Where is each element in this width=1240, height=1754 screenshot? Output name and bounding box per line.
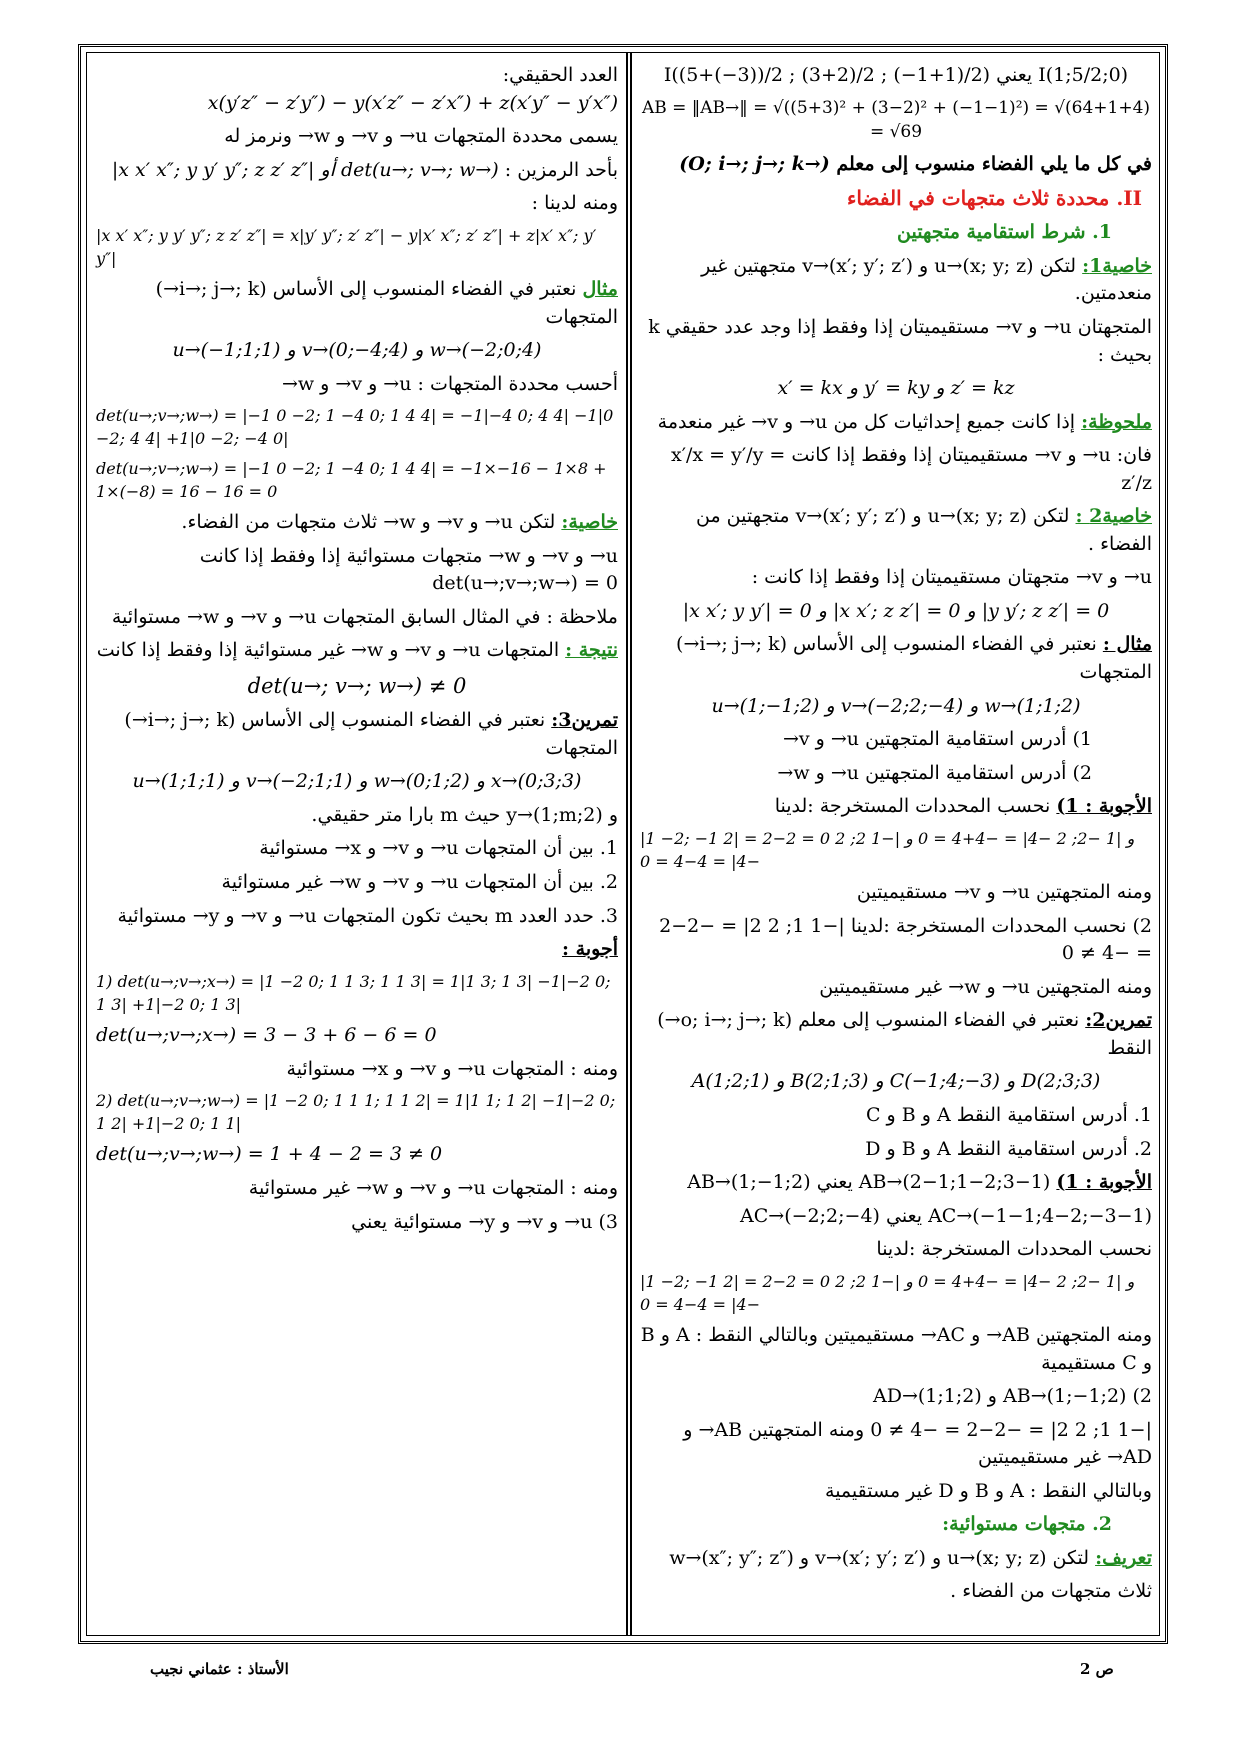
determinant-expansion: |x x′ x″; y y′ y″; z z′ z″| = x|y′ y″; z′ z″| − y|x′ x″; z′ z″| + z|x′ x″; y′ y″| <box>96 225 597 268</box>
exercise-2-question-2: 2. أدرس استقامية النقط A و B و D <box>865 1137 1152 1160</box>
consequence-math: det(u→; v→; w→) ≠ 0 <box>247 673 467 698</box>
exercise-3-answer-1b: det(u→;v→;x→) = 3 − 3 + 6 − 6 = 0 <box>96 1023 437 1046</box>
exercise-2-conclusion-1: ومنه المتجهتين AB→ و AC→ مستقيميتين وبالتالي النقط : A و B و C مستقيمية <box>640 1324 1152 1374</box>
exercise-3-vectors: u→(1;1;1) و v→(−2;1;1) و w→(0;1;2) و x→(0;3;3) <box>132 770 582 793</box>
exercise-3-conclusion-2: ومنه : المتجهات u→ و v→ و w→ غير مستوائية <box>248 1176 618 1199</box>
exercise-2-question-1: 1. أدرس استقامية النقط A و B و C <box>865 1103 1152 1126</box>
example-vectors: u→(−1;1;1) و v→(0;−4;4) و w→(−2;0;4) <box>172 339 542 362</box>
example-question: أحسب محددة المتجهات : u→ و v→ و w→ <box>281 372 618 395</box>
example-vectors: u→(1;−1;2) و v→(−2;2;−4) و w→(1;1;2) <box>711 694 1081 717</box>
frame-note: في كل ما يلي الفضاء منسوب إلى معلم (O; i→; j→; k→) <box>679 152 1152 175</box>
distance-formula: AB = ‖AB→‖ = √((5+3)² + (3−2)² + (−1−1)²) = √(64+1+4) = √69 <box>641 97 1151 143</box>
answers: الأجوبة : 1) نحسب المحددات المستخرجة :لدينا <box>774 795 1152 818</box>
example-calc-1: det(u→;v→;w→) = |−1 0 −2; 1 −4 0; 1 4 4| = −1|−4 0; 4 4| −1|0 −2; 4 4| +1|0 −2; −4 0| <box>96 406 614 449</box>
midpoint-formula: I(1;5/2;0) يعني I((5+(−3))/2 ; (3+2)/2 ; (−1+1)/2) <box>663 64 1129 86</box>
section-ii-title: II. محددة ثلاث متجهات في الفضاء <box>847 186 1142 211</box>
right-column <box>640 62 1152 1612</box>
example-calc-2: det(u→;v→;w→) = |−1 0 −2; 1 −4 0; 1 4 4| = −1×−16 − 1×8 + 1×(−8) = 16 − 16 = 0 <box>96 458 607 501</box>
exercise-2-conclusion-2: وبالتالي النقط : A و B و D غير مستقيمية <box>825 1479 1152 1502</box>
exercise-3-answer-1: 1) det(u→;v→;x→) = |1 −2 0; 1 1 3; 1 1 3| = 1|1 3; 1 3| −1|−2 0; 1 3| +1|−2 0; 1 3| <box>96 971 611 1014</box>
exercise-2-ac: AC→(−1−1;4−2;−3−1) يعني AC→(−2;2;−4) <box>740 1204 1152 1227</box>
section-2-title: 2. متجهات مستوائية: <box>942 1513 1112 1536</box>
column-divider <box>626 52 632 1636</box>
property-2: خاصية2 : لتكن u→(x; y; z) و v→(x′; y′; z′) متجهتين من الفضاء . <box>696 505 1152 555</box>
exercise-3-conclusion-1: ومنه : المتجهات u→ و v→ و x→ مستوائية <box>286 1057 618 1080</box>
exercise-3-answer-3: 3) u→ و v→ و y→ مستوائية يعني <box>351 1210 618 1233</box>
property: خاصية: لتكن u→ و v→ و w→ ثلاث متجهات من الفضاء. <box>181 511 618 534</box>
exercise-2: تمرين2: نعتبر في الفضاء المنسوب إلى معلم (o; i→; j→; k→) النقط <box>657 1009 1152 1059</box>
exercise-2-compute: نحسب المحددات المستخرجة :لدينا <box>876 1238 1152 1261</box>
example: مثال نعتبر في الفضاء المنسوب إلى الأساس (i→; j→; k→) المتجهات <box>155 278 618 328</box>
left-column <box>96 62 618 1242</box>
real-number: العدد الحقيقي: x(y′z″ − z′y″) − y(x′z″ − z′x″) + z(x′y″ − y′x″) <box>207 64 618 114</box>
property-2-math: |x x′; y y′| = 0 و |x x′; z z′| = 0 و |y y′; z z′| = 0 <box>682 599 1110 622</box>
author: الأستاذ : عثماني نجيب <box>150 1660 289 1678</box>
hence: ومنه لدينا : <box>531 192 618 215</box>
example-question-2: 2) أدرس استقامية المتجهتين u→ و w→ <box>777 761 1092 784</box>
answers-conclusion-2: ومنه المتجهتين u→ و w→ غير مستقيميتين <box>819 975 1152 998</box>
property-statement: u→ و v→ و w→ متجهات مستوائية إذا وفقط إذا كانت det(u→;v→;w→) = 0 <box>199 544 618 595</box>
exercise-3-answer-2b: det(u→;v→;w→) = 1 + 4 − 2 = 3 ≠ 0 <box>96 1143 443 1166</box>
consequence: نتيجة : المتجهات u→ و v→ و w→ غير مستوائية إذا وفقط إذا كانت <box>96 639 618 662</box>
answers-determinants: |1 −2; −1 2| = 2−2 = 0 و |1 −2; 2 −4| = −4+4 = 0 و |−1 2; 2 −4| = 4−4 = 0 <box>640 828 1135 871</box>
exercise-3-question-2: 2. بين أن المتجهات u→ و v→ و w→ غير مستوائية <box>221 870 618 893</box>
page-number: ص 2 <box>1080 1660 1114 1678</box>
exercise-3-question-1: 1. بين أن المتجهات u→ و v→ و x→ مستوائية <box>259 837 618 860</box>
exercise-3-question-3: 3. حدد العدد m بحيث تكون المتجهات u→ و v→ و y→ مستوائية <box>117 904 618 927</box>
answers-conclusion-1: ومنه المتجهتين u→ و v→ مستقيميتين <box>856 881 1152 904</box>
answers-part-2: 2) نحسب المحددات المستخرجة :لدينا |−1 1; 2 2| = −2−2 = −4 ≠ 0 <box>659 914 1152 965</box>
property-1-statement: المتجهتان u→ و v→ مستقيميتان إذا وفقط إذا وجد عدد حقيقي k بحيث : <box>648 316 1152 366</box>
exercise-2-ad: 2) AB→(1;−1;2) و AD→(1;1;2) <box>872 1385 1152 1408</box>
exercise-3-vector-y: و y→(1;m;2) حيث m بارا متر حقيقي. <box>311 803 618 826</box>
determinant-notation: بأحد الرمزين : |x x′ x″; y y′ y″; z z′ z″| أو det(u→; v→; w→) <box>111 158 618 181</box>
exercise-2-ad-det: |−1 1; 2 2| = −2−2 = −4 ≠ 0 ومنه المتجهتين AB→ و AD→ غير مستقيميتين <box>683 1418 1152 1469</box>
remark: ملاحظة : في المثال السابق المتجهات u→ و v→ و w→ مستوائية <box>111 605 618 628</box>
exercise-3: تمرين3: نعتبر في الفضاء المنسوب إلى الأساس (i→; j→; k→) المتجهات <box>124 709 618 759</box>
property-2-statement: u→ و v→ متجهتان مستقيميتان إذا وفقط إذا كانت : <box>751 566 1152 589</box>
exercise-2-answers: الأجوبة : 1) AB→(2−1;1−2;3−1) يعني AB→(1;−1;2) <box>687 1171 1152 1194</box>
property-1: خاصية1: لتكن u→(x; y; z) و v→(x′; y′; z′) متجهتين غير منعدمتين. <box>701 254 1152 305</box>
definition-end: ثلاث متجهات من الفضاء . <box>950 1580 1152 1603</box>
exercise-3-answers: أجوبة : <box>562 938 618 961</box>
exercise-3-answer-2: 2) det(u→;v→;w→) = |1 −2 0; 1 1 1; 1 1 2| = 1|1 1; 1 2| −1|−2 0; 1 2| +1|−2 0; 1 1| <box>96 1091 616 1134</box>
exercise-2-determinants: |1 −2; −1 2| = 2−2 = 0 و |1 −2; 2 −4| = −4+4 = 0 و |−1 2; 2 −4| = 4−4 = 0 <box>640 1271 1135 1314</box>
note: ملحوظة: إذا كانت جميع إحداثيات كل من u→ و v→ غير منعدمة <box>657 410 1152 433</box>
property-1-math: x′ = kx و y′ = ky و z′ = kz <box>777 377 1015 400</box>
determinant-definition: يسمى محددة المتجهات u→ و v→ و w→ ونرمز له <box>224 125 618 148</box>
note-statement: فان: u→ و v→ مستقيميتان إذا وفقط إذا كانت x′/x = y′/y = z′/z <box>670 444 1152 494</box>
example-question-1: 1) أدرس استقامية المتجهتين u→ و v→ <box>782 728 1092 751</box>
example: مثال : نعتبر في الفضاء المنسوب إلى الأساس (i→; j→; k→) المتجهات <box>676 633 1152 684</box>
exercise-2-points: A(1;2;1) و B(2;1;3) و C(−1;4;−3) و D(2;3;3) <box>691 1070 1101 1093</box>
definition: تعريف: لتكن u→(x; y; z) و v→(x′; y′; z′) و w→(x″; y″; z″) <box>669 1546 1152 1569</box>
section-1-title: 1. شرط استقامية متجهتين <box>897 221 1112 244</box>
